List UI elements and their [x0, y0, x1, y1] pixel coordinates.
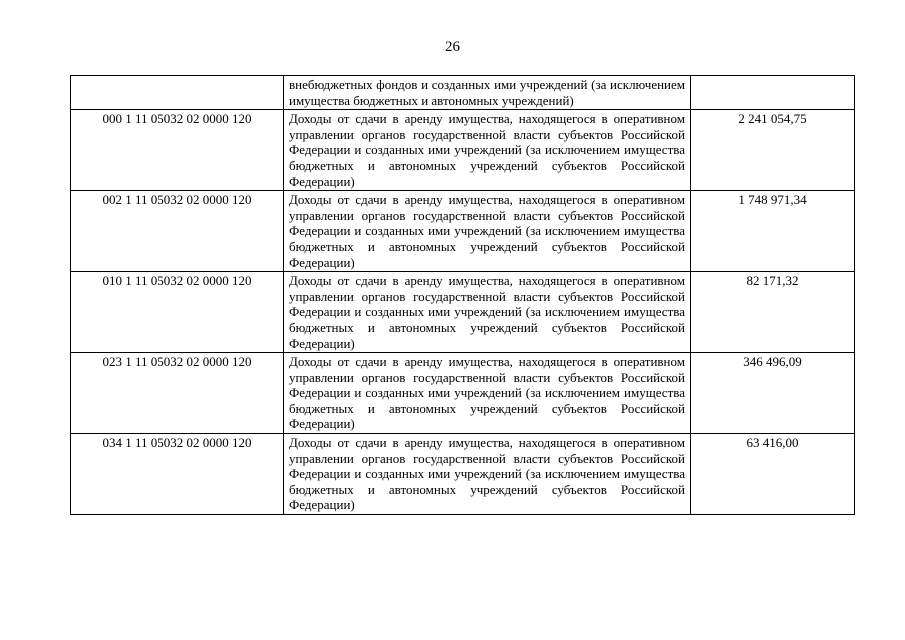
revenue-name-cell: Доходы от сдачи в аренду имущества, находящегося в оперативном управлении органов государственной власти субъектов Российской Федерации и созданных ими учреждений (за исключением имущества бюджетных и автономных учреждений субъектов Российской Федерации) [284, 191, 691, 272]
budget-code-cell: 034 1 11 05032 02 0000 120 [71, 434, 284, 515]
table-row [71, 110, 855, 191]
amount-cell: 1 748 971,34 [691, 191, 855, 272]
amount-cell [691, 76, 855, 110]
budget-code-cell: 010 1 11 05032 02 0000 120 [71, 272, 284, 353]
table-row [71, 76, 855, 110]
revenue-name-cell: внебюджетных фондов и созданных ими учреждений (за исключением имущества бюджетных и автономных учреждений) [284, 76, 691, 110]
table-row [71, 191, 855, 272]
budget-code-cell [71, 76, 284, 110]
budget-code-cell: 023 1 11 05032 02 0000 120 [71, 353, 284, 434]
amount-cell: 346 496,09 [691, 353, 855, 434]
table-row [71, 272, 855, 353]
budget-code-cell: 000 1 11 05032 02 0000 120 [71, 110, 284, 191]
revenue-name-cell: Доходы от сдачи в аренду имущества, находящегося в оперативном управлении органов государственной власти субъектов Российской Федерации и созданных ими учреждений (за исключением имущества бюджетных и автономных учреждений субъектов Российской Федерации) [284, 110, 691, 191]
revenue-name-cell: Доходы от сдачи в аренду имущества, находящегося в оперативном управлении органов государственной власти субъектов Российской Федерации и созданных ими учреждений (за исключением имущества бюджетных и автономных учреждений субъектов Российской Федерации) [284, 353, 691, 434]
revenue-name-cell: Доходы от сдачи в аренду имущества, находящегося в оперативном управлении органов государственной власти субъектов Российской Федерации и созданных ими учреждений (за исключением имущества бюджетных и автономных учреждений субъектов Российской Федерации) [284, 272, 691, 353]
table-row [71, 353, 855, 434]
amount-cell: 82 171,32 [691, 272, 855, 353]
revenue-name-cell: Доходы от сдачи в аренду имущества, находящегося в оперативном управлении органов государственной власти субъектов Российской Федерации и созданных ими учреждений (за исключением имущества бюджетных и автономных учреждений субъектов Российской Федерации) [284, 434, 691, 515]
page-number: 26 [445, 39, 460, 55]
amount-cell: 2 241 054,75 [691, 110, 855, 191]
table-row [71, 434, 855, 515]
revenue-table [70, 75, 855, 515]
amount-cell: 63 416,00 [691, 434, 855, 515]
budget-code-cell: 002 1 11 05032 02 0000 120 [71, 191, 284, 272]
